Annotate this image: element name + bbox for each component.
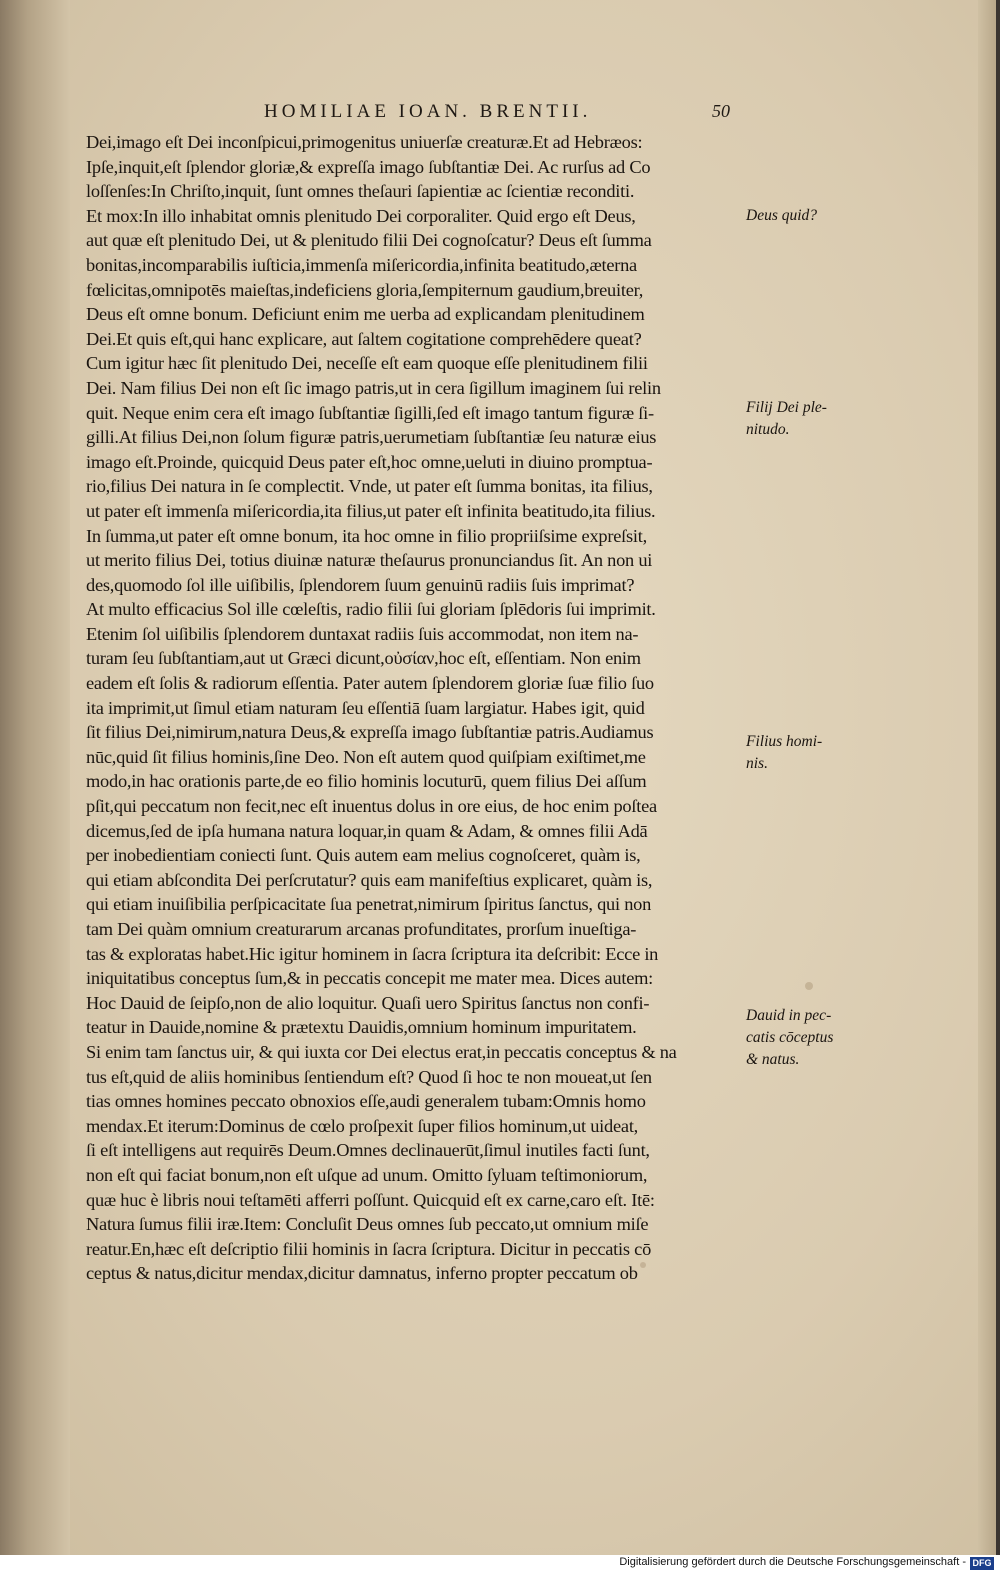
text-line: tas & exploratas habet.Hic igitur hominem in ſacra ſcriptura ita deſcribit: Ecce in: [86, 943, 659, 964]
margin-note-deus-quid: [746, 205, 856, 227]
dfg-logo: DFG: [970, 1557, 994, 1570]
text-line: Natura ſumus filii iræ.Item: Concluſit Deus omnes ſub peccato,ut omnium miſe: [86, 1214, 649, 1235]
margin-note-line: Filius homi-: [746, 733, 823, 750]
text-line: qui etiam abſcondita Dei perſcrutatur? quis eam manifeſtius explicaret, quàm is,: [86, 869, 653, 890]
text-line: Si enim tam ſanctus uir, & qui iuxta cor Dei electus erat,in peccatis conceptus & na: [86, 1041, 677, 1062]
margin-note-line: Filij Dei ple-: [746, 399, 827, 416]
text-line: qui etiam inuiſibilia perſpicacitate ſua penetrat,nimirum ſpiritus ſanctus, qui non: [86, 894, 652, 915]
text-line: ſi eſt intelligens aut requirēs Deum.Omnes declinauerūt,ſimul inutiles facti ſunt,: [86, 1140, 650, 1161]
margin-note-line: nis.: [746, 755, 768, 772]
body-text: [86, 130, 742, 1286]
margin-note-line: Deus quid?: [746, 207, 818, 224]
running-head: HOMILIAE IOAN. BRENTII.: [264, 101, 592, 122]
margin-note-filij-dei: [746, 397, 856, 441]
text-line: teatur in Dauide,nomine & prætextu Dauidis,omnium hominum impuritatem.: [86, 1017, 637, 1038]
text-line: Deus eſt omne bonum. Deficiunt enim me uerba ad explicandam plenitudinem: [86, 304, 645, 325]
margin-note-line: Dauid in pec-: [746, 1007, 832, 1024]
text-line: Cum igitur hæc ſit plenitudo Dei, neceſſe eſt eam quoque eſſe plenitudinem filii: [86, 353, 648, 374]
text-line: iniquitatibus conceptus ſum,& in peccatis concepit me mater mea. Dices autem:: [86, 968, 654, 989]
text-line: ita imprimit,ut ſimul etiam naturam ſeu eſſentiā ſuam largiatur. Habes igit, quid: [86, 697, 645, 718]
margin-note-filius-hominis: [746, 731, 856, 775]
folio-number: 50: [712, 101, 730, 121]
text-line: des,quomodo ſol ille uiſibilis, ſplendorem ſuum genuinū radiis ſuis imprimat?: [86, 574, 635, 595]
text-line: At multo efficacius Sol ille cœleſtis, radio filii ſui gloriam ſplēdoris ſui imprimit.: [86, 599, 656, 620]
text-line: nūc,quid ſit filius hominis,ſine Deo. Non eſt autem quod quiſpiam exiſtimet,me: [86, 746, 646, 767]
text-line: Dei.Et quis eſt,qui hanc explicare, aut ſaltem cogitatione comprehēdere queat?: [86, 328, 642, 349]
page-gutter-shadow: [0, 0, 70, 1555]
margin-note-line: catis cōceptus: [746, 1029, 834, 1046]
margin-note-dauid: [746, 1005, 856, 1071]
text-line: pſit,qui peccatum non fecit,nec eſt inuentus dolus in ore eius, de hoc enim poſtea: [86, 796, 657, 817]
text-line: Ipſe,inquit,eſt ſplendor gloriæ,& expreſſa imago ſubſtantiæ Dei. Ac rurſus ad Co: [86, 156, 651, 177]
margin-note-line: nitudo.: [746, 421, 790, 438]
text-line: fœlicitas,omnipotēs maieſtas,indeficiens gloria,ſempiternum gaudium,breuiter,: [86, 279, 644, 300]
text-line: loſſenſes:In Chriſto,inquit, ſunt omnes theſauri ſapientiæ ac ſcientiæ reconditi.: [86, 181, 635, 202]
text-line: per inobedientiam coniecti ſunt. Quis autem eam melius cognoſceret, quàm is,: [86, 845, 641, 866]
text-line: Etenim ſol uiſibilis ſplendorem duntaxat radiis ſuis accommodat, non item na-: [86, 623, 639, 644]
text-line: mendax.Et iterum:Dominus de cœlo proſpexit ſuper filios hominum,ut uideat,: [86, 1115, 639, 1136]
text-line: tus eſt,quid de aliis hominibus ſentiendum eſt? Quod ſi hoc te non moueat,ut ſen: [86, 1066, 652, 1087]
text-line: ut merito filius Dei, totius diuinæ naturæ theſaurus pronunciandus ſit. An non ui: [86, 550, 653, 571]
text-line: non eſt qui faciat bonum,non eſt uſque ad unum. Omitto ſyluam teſtimoniorum,: [86, 1164, 648, 1185]
text-line: ut pater eſt immenſa miſericordia,ita filius,ut pater eſt infinita beatitudo,ita filius.: [86, 500, 656, 521]
text-line: Dei,imago eſt Dei inconſpicui,primogenitus uniuerſæ creaturæ.Et ad Hebræos:: [86, 132, 643, 152]
footer-bar: [0, 1555, 1000, 1573]
text-line: rio,filius Dei natura in ſe complectit. Vnde, ut pater eſt ſumma bonitas, ita filius,: [86, 476, 653, 497]
text-line: ceptus & natus,dicitur mendax,dicitur damnatus, inferno propter peccatum ob: [86, 1263, 638, 1284]
text-line: ſit filius Dei,nimirum,natura Deus,& expreſſa imago ſubſtantiæ patris.Audiamus: [86, 722, 654, 743]
text-line: quit. Neque enim cera eſt imago ſubſtantiæ ſigilli,ſed eſt imago tantum figuræ ſi-: [86, 402, 654, 423]
text-line: tam Dei quàm omnium creaturarum arcanas profunditates, prorſum inueſtiga-: [86, 919, 637, 939]
margin-note-line: & natus.: [746, 1051, 800, 1068]
text-line: In ſumma,ut pater eſt omne bonum, ita hoc omne in filio propriiſsime expreſsit,: [86, 525, 647, 546]
text-line: gilli.At filius Dei,non ſolum figuræ patris,uerumetiam ſubſtantiæ ſeu naturæ eius: [86, 427, 657, 448]
text-line: imago eſt.Proinde, quicquid Deus pater eſt,hoc omne,ueluti in diuino promptua-: [86, 451, 653, 472]
text-line: bonitas,incomparabilis iuſticia,immenſa miſericordia,infinita beatitudo,æterna: [86, 254, 637, 275]
text-line: aut quæ eſt plenitudo Dei, ut & plenitudo filii Dei cognoſcatur? Deus eſt ſumma: [86, 230, 652, 251]
funding-notice: Digitalisierung gefördert durch die Deutsche Forschungsgemeinschaft -: [619, 1556, 966, 1568]
text-line: quæ huc è libris noui teſtamēti afferri poſſunt. Quicquid eſt ex carne,caro eſt. Itē:: [86, 1189, 655, 1210]
paper-stain: [805, 982, 813, 990]
text-line: dicemus,ſed de ipſa humana natura loquar,in quam & Adam, & omnes filii Adā: [86, 820, 648, 841]
text-line: Dei. Nam filius Dei non eſt ſic imago patris,ut in cera ſigillum imaginem ſui relin: [86, 377, 661, 398]
text-line: modo,in hac orationis parte,de eo filio hominis locuturū, quem filius Dei aſſum: [86, 771, 647, 792]
text-line: eadem eſt ſolis & radiorum eſſentia. Pater autem ſplendorem gloriæ ſuæ filio ſuo: [86, 673, 654, 694]
text-line: turam ſeu ſubſtantiam,aut ut Græci dicunt,οὐσίαν,hoc eſt, eſſentiam. Non enim: [86, 648, 641, 669]
text-line: tias omnes homines peccato obnoxios eſſe,audi generalem tubam:Omnis homo: [86, 1091, 646, 1112]
page-edge: [978, 0, 996, 1555]
text-line: Et mox:In illo inhabitat omnis plenitudo Dei corporaliter. Quid ergo eſt Deus,: [86, 205, 636, 226]
text-line: reatur.En,hæc eſt deſcriptio filii hominis in ſacra ſcriptura. Dicitur in peccatis cō: [86, 1238, 652, 1259]
text-line: Hoc Dauid de ſeipſo,non de alio loquitur. Quaſi uero Spiritus ſanctus non confi-: [86, 992, 650, 1013]
